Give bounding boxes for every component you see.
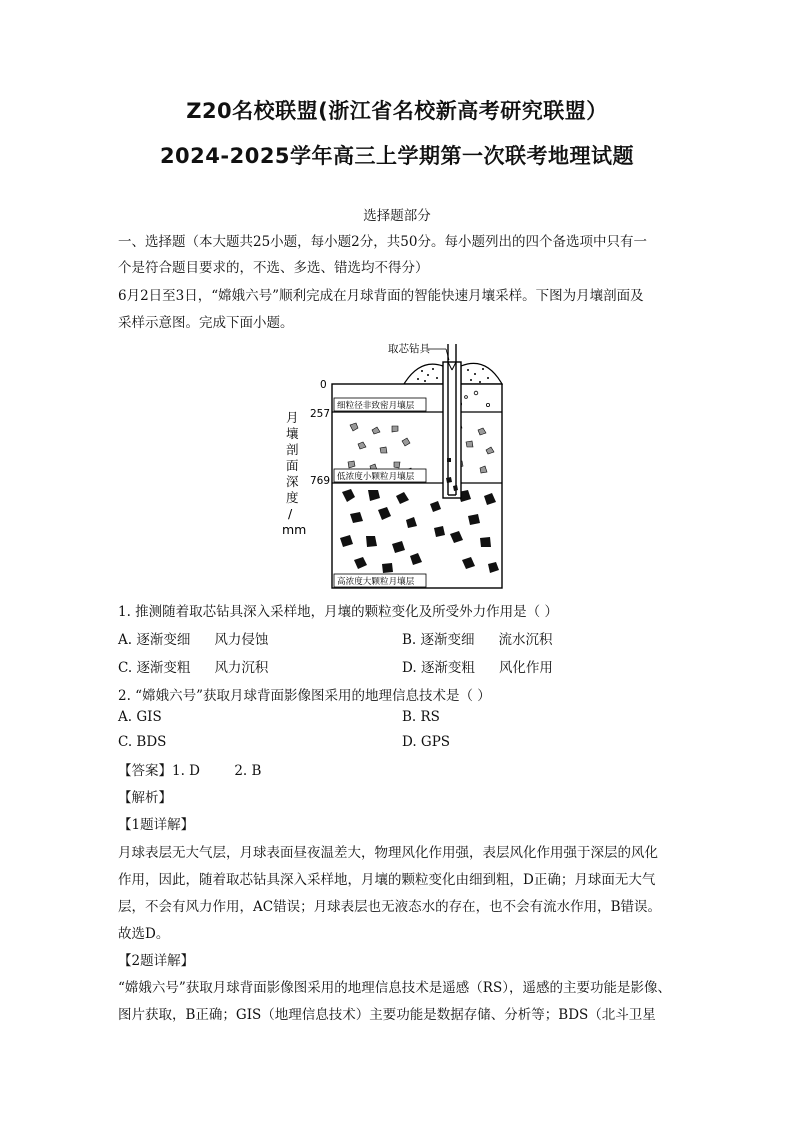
q1-option-c: C. 逐渐变粗 风力沉积 bbox=[118, 660, 269, 676]
y-axis-label: 月壤剖 面深度 / mm bbox=[282, 410, 307, 537]
intro-line1: 6月2日至3日，“嫦娥六号”顺利完成在月球背面的智能快速月壤采样。下图为月壤剖面及 bbox=[118, 288, 644, 304]
drill-label: 取芯钻具 bbox=[388, 343, 430, 355]
intro-line2: 采样示意图。完成下面小题。 bbox=[118, 315, 294, 331]
q2-option-d: D. GPS bbox=[402, 734, 451, 750]
q2-option-c: C. BDS bbox=[118, 734, 167, 750]
detail-1-line: 故选D。 bbox=[118, 926, 170, 942]
section-title: 选择题部分 bbox=[363, 208, 431, 224]
analysis-heading: 【解析】 bbox=[118, 790, 172, 806]
instructions-line2: 个是符合题目要求的，不选、多选、错选均不得分） bbox=[118, 260, 429, 276]
q2-option-b: B. RS bbox=[402, 709, 440, 725]
question-1-stem: 1. 推测随着取芯钻具深入采样地，月壤的颗粒变化及所受外力作用是（ ） bbox=[118, 604, 558, 620]
q2-option-a: A. GIS bbox=[118, 709, 162, 725]
question-2-stem: 2. “嫦娥六号”获取月球背面影像图采用的地理信息技术是（ ） bbox=[118, 688, 491, 704]
detail-2-line: “嫦娥六号”获取月球背面影像图采用的地理信息技术是遥感（RS），遥感的主要功能是影像、 bbox=[118, 980, 671, 996]
layer-label-middle: 低浓度小颗粒月壤层 bbox=[337, 472, 415, 482]
left-soil-mound bbox=[404, 364, 443, 384]
detail-1-line: 月球表层无大气层，月球表面昼夜温差大，物理风化作用强，表层风化作用强于深层的风化 bbox=[118, 845, 658, 861]
layer-label-bottom: 高浓度大颗粒月壤层 bbox=[337, 577, 415, 587]
instructions-line1: 一、选择题（本大题共25小题，每小题2分，共50分。每小题列出的四个备选项中只有一 bbox=[118, 234, 647, 250]
q1-option-a: A. 逐渐变细 风力侵蚀 bbox=[118, 632, 269, 648]
q1-option-d: D. 逐渐变粗 风化作用 bbox=[402, 660, 553, 676]
depth-tick-0: 0 bbox=[320, 379, 327, 391]
detail-2-line: 图片获取，B正确；GIS（地理信息技术）主要功能是数据存储、分析等；BDS（北斗卫星 bbox=[118, 1007, 656, 1023]
detail-1-line: 作用，因此，随着取芯钻具深入采样地，月壤的颗粒变化由细到粗，D正确；月球面无大气 bbox=[118, 872, 656, 888]
q1-option-b: B. 逐渐变细 流水沉积 bbox=[402, 632, 553, 648]
depth-tick-769: 769 bbox=[310, 475, 331, 487]
lunar-soil-profile-figure bbox=[280, 338, 520, 590]
detail-2-heading: 【2题详解】 bbox=[118, 953, 195, 969]
layer-label-top: 细粒径非致密月壤层 bbox=[337, 401, 415, 411]
document-title-line1: Z20名校联盟(浙江省名校新高考研究联盟） bbox=[186, 99, 608, 123]
right-soil-mound bbox=[461, 363, 502, 384]
document-title-line2: 2024-2025学年高三上学期第一次联考地理试题 bbox=[159, 144, 635, 168]
drill-core-tube bbox=[443, 362, 461, 498]
answer-line: 【答案】1. D 2. B bbox=[118, 763, 262, 779]
depth-tick-257: 257 bbox=[310, 408, 331, 420]
detail-1-line: 层，不会有风力作用，AC错误；月球表层也无液态水的存在，也不会有流水作用，B错误。 bbox=[118, 899, 661, 915]
detail-1-heading: 【1题详解】 bbox=[118, 817, 195, 833]
